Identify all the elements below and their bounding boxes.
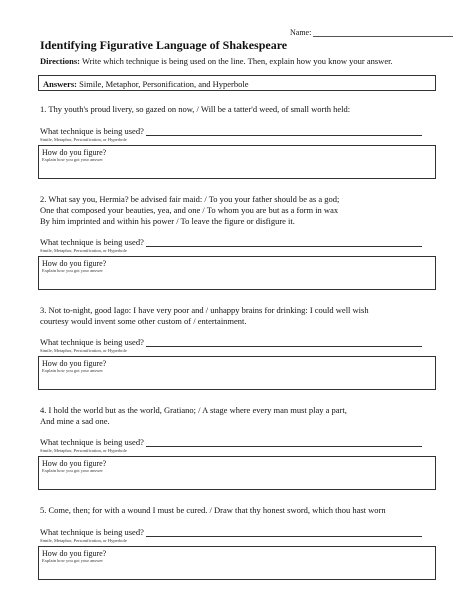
technique-row-1: [40, 126, 440, 136]
technique-answer-line-5[interactable]: [146, 528, 422, 537]
directions-label: Directions:: [40, 56, 80, 66]
technique-hint: Simile, Metaphor, Personification, or Hyperbole: [40, 137, 127, 142]
technique-hint: Simile, Metaphor, Personification, or Hyperbole: [40, 538, 127, 543]
figure-box-3[interactable]: [38, 356, 436, 390]
technique-hint: Simile, Metaphor, Personification, or Hyperbole: [40, 248, 127, 253]
figure-hint: Explain how you got your answer: [42, 468, 103, 473]
technique-label: What technique is being used?: [40, 237, 144, 247]
question-line: By him imprinted and within his power / To leave the figure or disfigure it.: [40, 216, 295, 226]
figure-box-1[interactable]: [38, 145, 436, 179]
directions-text: Write which technique is being used on the line. Then, explain how you know your answer.: [79, 56, 393, 66]
technique-row-5: [40, 527, 440, 537]
figure-title: How do you figure?: [42, 148, 107, 157]
technique-label: What technique is being used?: [40, 527, 144, 537]
technique-row-3: [40, 337, 440, 347]
name-line[interactable]: [313, 28, 453, 37]
question-3: [40, 305, 450, 327]
figure-box-4[interactable]: [38, 456, 436, 490]
answers-label: Answers:: [43, 79, 77, 89]
technique-label: What technique is being used?: [40, 126, 144, 136]
question-line: One that composed your beauties, yea, and one / To whom you are but as a form in wax: [40, 205, 339, 215]
figure-hint: Explain how you got your answer: [42, 268, 103, 273]
question-2: [40, 194, 450, 227]
question-4: [40, 405, 450, 427]
technique-row-4: [40, 437, 440, 447]
figure-title: How do you figure?: [42, 459, 107, 468]
question-5: [40, 505, 450, 516]
technique-answer-line-4[interactable]: [146, 438, 422, 447]
technique-row-2: [40, 237, 440, 247]
figure-box-5[interactable]: [38, 546, 436, 580]
technique-answer-line-1[interactable]: [146, 127, 422, 136]
question-line: 5. Come, then; for with a wound I must be cured. / Draw that thy honest sword, which thou hast worn: [40, 505, 386, 515]
question-line: 1. Thy youth's proud livery, so gazed on now, / Will be a tatter'd weed, of small worth held:: [40, 104, 351, 114]
question-line: 4. I hold the world but as the world, Gratiano; / A stage where every man must play a part,: [40, 405, 347, 415]
figure-hint: Explain how you got your answer: [42, 558, 103, 563]
question-1: [40, 104, 450, 115]
question-line: 2. What say you, Hermia? be advised fair maid: / To you your father should be as a god;: [40, 194, 340, 204]
technique-answer-line-2[interactable]: [146, 238, 422, 247]
page-title: Identifying Figurative Language of Shakespeare: [40, 38, 288, 52]
technique-answer-line-3[interactable]: [146, 338, 422, 347]
directions: [40, 56, 440, 66]
question-line: courtesy would invent some other custom of / entertainment.: [40, 316, 247, 326]
technique-label: What technique is being used?: [40, 437, 144, 447]
technique-hint: Simile, Metaphor, Personification, or Hyperbole: [40, 448, 127, 453]
answers-box: [38, 75, 436, 91]
figure-hint: Explain how you got your answer: [42, 368, 103, 373]
figure-title: How do you figure?: [42, 259, 107, 268]
name-field[interactable]: [290, 28, 453, 37]
figure-title: How do you figure?: [42, 359, 107, 368]
figure-box-2[interactable]: [38, 256, 436, 290]
figure-hint: Explain how you got your answer: [42, 157, 103, 162]
answers-text: Simile, Metaphor, Personification, and Hyperbole: [77, 79, 249, 89]
technique-label: What technique is being used?: [40, 337, 144, 347]
figure-title: How do you figure?: [42, 549, 107, 558]
question-line: And mine a sad one.: [40, 416, 110, 426]
name-label: Name:: [290, 28, 312, 37]
technique-hint: Simile, Metaphor, Personification, or Hyperbole: [40, 348, 127, 353]
question-line: 3. Not to-night, good Iago: I have very poor and / unhappy brains for drinking: I could well wish: [40, 305, 369, 315]
